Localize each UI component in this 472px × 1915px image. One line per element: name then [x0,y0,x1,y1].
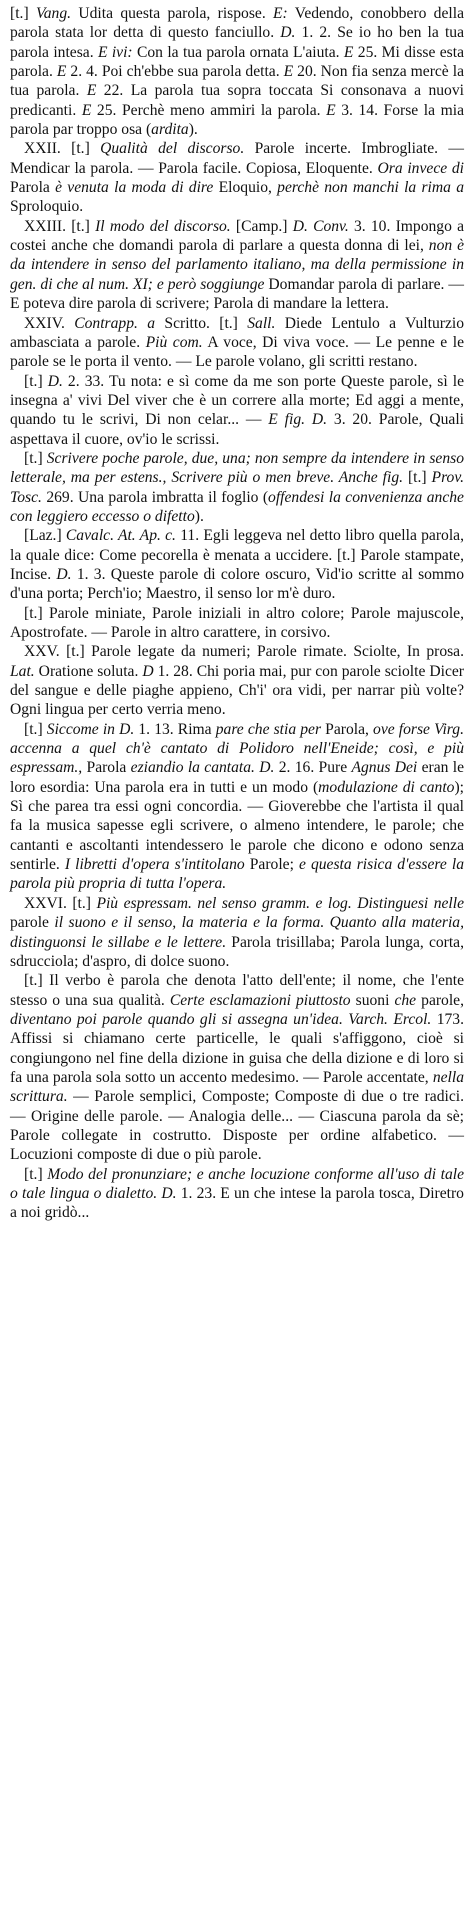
sigil-t: t. [15,5,24,22]
italic-run: Più com. [145,333,203,351]
italic-run: Il modo del discorso. [95,217,231,235]
italic-run: D. [47,372,63,390]
sigil-t: t. [29,1165,38,1183]
paragraph-5: [t.] D. 2. 33. Tu nota: e sì come da me son porte Queste parole, sì le insegna a' vivi Del viver che è un correre alla morte; Ed aggi a mente, quando tu le scrivi, Di non celar... — E fig. D. 3. 20. Parole, Quali aspettava il cuore, ov'io le scrissi. [10,372,465,448]
italic-run: Qualità del discorso. [100,140,245,158]
italic-run: E [86,82,97,100]
italic-run: Sall. [247,314,276,332]
italic-run: Scrivere poche parole, due, una; non sempre da intendere in senso letterale, ma per estens., Scrivere più o men breve. Anche fig. [10,449,465,487]
italic-run: Siccome in D. [46,720,135,738]
italic-run: ove forse Virg. accenna a quel ch'è cantato di Polidoro nell'Eneide; così, e più espressam., [10,720,464,777]
italic-run: Cavalc. At. Ap. c. [65,527,176,545]
italic-run: perchè non manchi la rima a [277,179,464,197]
italic-run: diventano poi parole quando gli si assegna un'idea. Varch. Ercol. [10,1010,432,1028]
italic-run: E [343,43,354,61]
paragraph-7: [Laz.] Cavalc. At. Ap. c. 11. Egli leggeva nel detto libro quella parola, la quale dice: Come pecorella è menata a uccidere. [t.] Parole stampate, Incise. D. 1. 3. Queste parole di colore oscuro, Vid'io scritte al sommo d'una porta; Perch'io; Maestro, il senso lor m'è duro. [10,527,465,603]
italic-run: D. Conv. [292,217,349,235]
italic-run: ardita [151,121,189,139]
italic-run: E [326,101,336,119]
sigil-t: t. [29,972,38,990]
sigil-t: t. [413,469,422,487]
sigil-t: t. [29,604,38,622]
italic-run: D. [280,24,296,42]
paragraph-13: [t.] Modo del pronunziare; e anche locuzione conforme all'uso di tale o tale lingua o dialetto. D. 1. 23. E un che intese la parola tosca, Diretro a noi gridò... [10,1165,464,1222]
paragraph-4: XXIV. Contrapp. a Scritto. [t.] Sall. Diede Lentulo a Vulturzio ambasciata a parole. Più com. A voce, Di viva voce. — Le penne e le parole se le porta il vento. — Le parole volano, gli scritti restano. [10,314,464,371]
italic-run: che [394,991,417,1009]
italic-run: pare che stia per [215,720,322,738]
italic-run: D. [56,565,72,583]
paragraph-1: [t.] Vang. Udita questa parola, rispose. E: Vedendo, conobbero della parola stata lor detta di questo fanciullo. D. 1. 2. Se io ho ben la tua parola intesa. E ivi: Con la tua parola ornata L'aiuta. E 25. Mi disse esta parola. E 2. 4. Poi ch'ebbe sua parola detta. E 20. Non fia senza mercè la tua parola. E 22. La parola tua sopra toccata Si consonava a nuovi predicanti. E 25. Perchè meno ammiri la parola. E 3. 14. Forse la mia parola par troppo osa (ardita). [10,5,464,139]
sigil-t: t. [29,720,38,738]
italic-run: E [283,63,294,81]
italic-run: modulazione di canto [318,778,455,796]
sigil-t: t. [71,643,80,661]
italic-run: Certe esclamazioni piuttosto [169,991,351,1009]
paragraph-2: XXII. [t.] Qualità del discorso. Parole incerte. Imbrogliate. — Mendicar la parola. — Parola facile. Copiosa, Eloquente. Ora invece di Parola è venuta la moda di dire Eloquio, perchè non manchi la rima a Sproloquio. [10,140,464,216]
paragraph-3: XXIII. [t.] Il modo del discorso. [Camp.] D. Conv. 3. 10. Impongo a costei anche che domandi parola di parlare a questa donna di lei, non è da intendere in senso del parlamento italiano, ma della permissione in gen. di che al num. XI; e però soggiunge Domandar parola di parlare. — E poteva dire parola di scrivere; Parola di mandare la lettera. [10,217,465,313]
sigil-t: t. [76,217,85,235]
italic-run: Modo del pronunziare; e anche locuzione conforme all'uso di tale o tale lingua o dialetto. D. [10,1165,464,1202]
italic-run: Più espressam. nel senso gramm. e log. Distinguesi nelle [96,894,465,912]
sigil-t: t. [77,894,86,912]
sigil-t: t. [29,372,38,390]
paragraph-9: XXV. [t.] Parole legate da numeri; Parole rimate. Sciolte, In prosa. Lat. Oratione soluta. D 1. 28. Chi poria mai, pur con parole sciolte Dicer del sangue e delle piaghe appieno, Ch'i' ora vidi, per narrar più volte? Ogni lingua per certo verria meno. [10,643,464,719]
italic-run: il suono e il senso, la materia e la forma. Quanto alla materia, distinguonsi le sillabe e le lettere. [10,914,464,951]
italic-run: D [142,662,154,680]
italic-run: offendesi la convenienza anche con leggiero eccesso o difetto [10,488,464,525]
italic-run: Prov. Tosc. [10,469,465,506]
paragraph-8: [t.] Parole miniate, Parole iniziali in altro colore; Parole majuscole, Apostrofate. — Parole in altro carattere, in corsivo. [10,604,464,641]
italic-run: nella scrittura. [10,1068,464,1106]
italic-run: non è da intendere in senso del parlamento italiano, ma della permissione in gen. di che al num. XI; e però soggiunge [10,237,464,293]
sigil-t: t. [342,546,351,564]
italic-run: Vang. [35,5,72,22]
italic-run: E: [273,5,288,22]
italic-run: E ivi: [97,43,133,61]
italic-run: E [56,63,67,81]
paragraph-12: [t.] Il verbo è parola che denota l'atto dell'ente; il nome, che l'ente stesso o una sua qualità. Certe esclamazioni piuttosto suoni che parole, diventano poi parole quando gli si assegna un'idea. Varch. Ercol. 173. Affissi si chiamano certe particelle, le quali s'affiggono, cioè si congiungono nel fine della dizione in guisa che della dizione e di loro si fa una parola sola sotto un accento medesimo. — Parole accentate, nella scrittura. — Parole semplici, Composte; Composte di due o tre radici. — Origine delle parole. — Analogia delle... — Ciascuna parola da sè; Parole collegate in costrutto. Disposte per ordine alfabetico. — Locuzioni composte di due o più parole. [10,972,465,1164]
paragraph-10: [t.] Siccome in D. 1. 13. Rima pare che stia per Parola, ove forse Virg. accenna a quel ch'è cantato di Polidoro nell'Eneide; così, e più espressam., Parola eziandio la cantata. D. 2. 16. Pure Agnus Dei eran le loro esordia: Una parola era in tutti e un modo (modulazione di canto); Sì che parea tra essi ogni concordia. — Gioverebbe che l'artista il qual fa la musica sapesse egli scrivere, o almeno intendere, le parole; che cantanti e ascoltanti intendessero le parole che dicono e odono senza sentirle. I libretti d'opera s'intitolano Parole; e questa risica d'essere la parola più propria di tutta l'opera. [10,720,465,893]
italic-run: I libretti d'opera s'intitolano [64,856,245,874]
italic-run: Contrapp. a [74,314,156,332]
paragraph-6: [t.] Scrivere poche parole, due, una; non sempre da intendere in senso letterale, ma per estens., Scrivere più o men breve. Anche fig. [t.] Prov. Tosc. 269. Una parola imbratta il foglio (offendesi la convenienza anche con leggiero eccesso o difetto). [10,449,465,525]
paragraph-11: XXVI. [t.] Più espressam. nel senso gramm. e log. Distinguesi nelle parole il suono e il senso, la materia e la forma. Quanto alla materia, distinguonsi le sillabe e le lettere. Parola trisillaba; Parola lunga, corta, sdrucciola; d'aspro, di dolce suono. [10,894,465,970]
sigil-t: t. [29,449,38,467]
sigil-t: t. [76,140,85,158]
italic-run: eziandio la cantata. D. [130,759,275,777]
italic-run: Agnus Dei [351,759,418,777]
italic-run: Ora invece di [377,159,464,177]
italic-run: Lat. [10,662,35,680]
italic-run: e questa risica d'essere la parola più propria di tutta l'opera. [10,856,465,893]
sigil-t: t. [224,314,233,332]
italic-run: E fig. D. [268,411,328,429]
italic-run: è venuta la moda di dire [55,179,214,197]
italic-run: E [81,101,92,119]
